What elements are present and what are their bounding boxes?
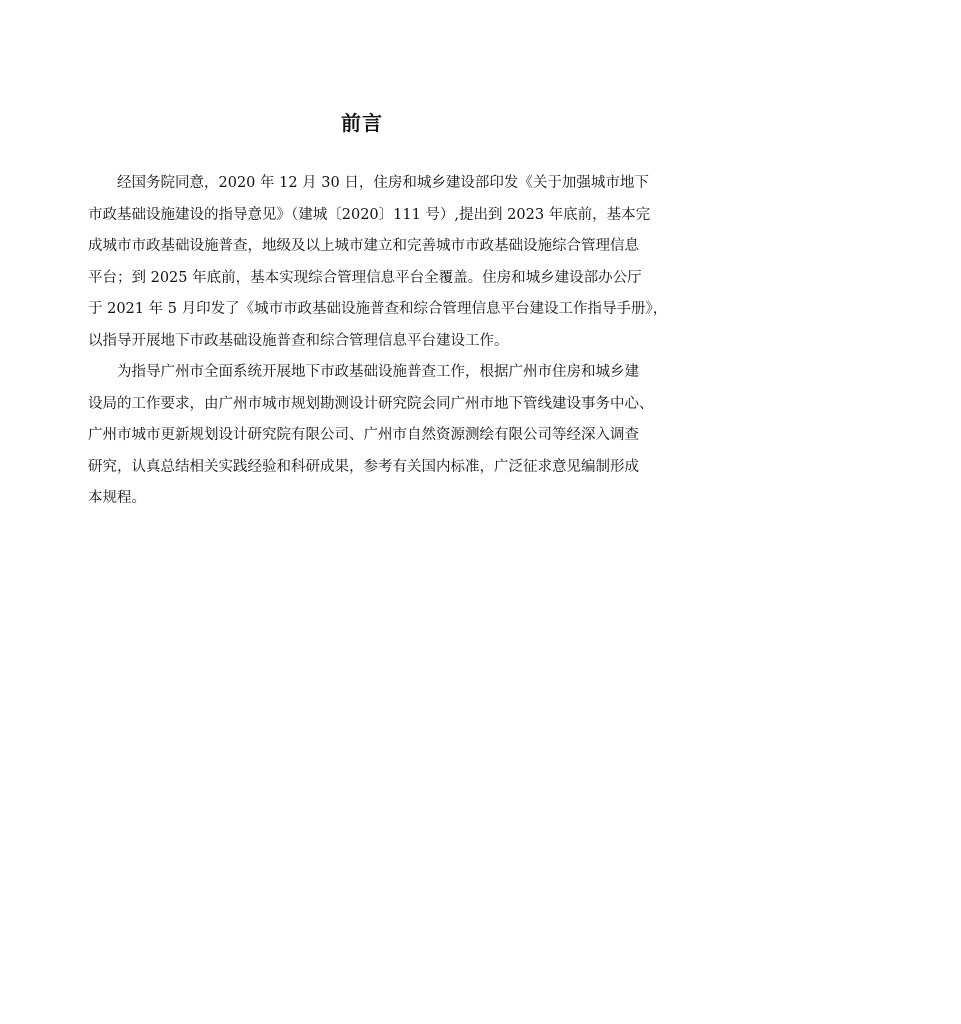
paragraph-2 bbox=[88, 357, 654, 515]
document-body bbox=[88, 168, 668, 515]
paragraph-line: 广州市城市更新规划设计研究院有限公司、广州市自然资源测绘有限公司等经深入调查 bbox=[88, 427, 639, 443]
paragraph-line: 市政基础设施建设的指导意见》（建城〔2020〕111 号）,提出到 2023 年底前，基本完 bbox=[88, 206, 651, 223]
paragraph-line: 为指导广州市全面系统开展地下市政基础设施普查工作，根据广州市住房和城乡建 bbox=[117, 364, 639, 380]
paragraph-line: 设局的工作要求，由广州市城市规划勘测设计研究院会同广州市地下管线建设事务中心、 bbox=[88, 395, 654, 412]
paragraph-line: 本规程。 bbox=[88, 490, 146, 506]
paragraph-line: 成城市市政基础设施普查，地级及以上城市建立和完善城市市政基础设施综合管理信息 bbox=[88, 238, 639, 254]
paragraph-line: 平台；到 2025 年底前，基本实现综合管理信息平台全覆盖。住房和城乡建设部办公厅 bbox=[88, 269, 642, 286]
paragraph-line: 研究，认真总结相关实践经验和科研成果，参考有关国内标准，广泛征求意见编制形成 bbox=[88, 458, 639, 475]
paragraph-line: 于 2021 年 5 月印发了《城市市政基础设施普查和综合管理信息平台建设工作指导手册》， bbox=[88, 301, 668, 317]
paragraph-line: 经国务院同意，2020 年 12 月 30 日，住房和城乡建设部印发《关于加强城市地下 bbox=[117, 175, 649, 191]
paragraph-1 bbox=[88, 168, 668, 357]
paragraph-line: 以指导开展地下市政基础设施普查和综合管理信息平台建设工作。 bbox=[88, 332, 509, 349]
document-title: 前言 bbox=[341, 111, 383, 135]
